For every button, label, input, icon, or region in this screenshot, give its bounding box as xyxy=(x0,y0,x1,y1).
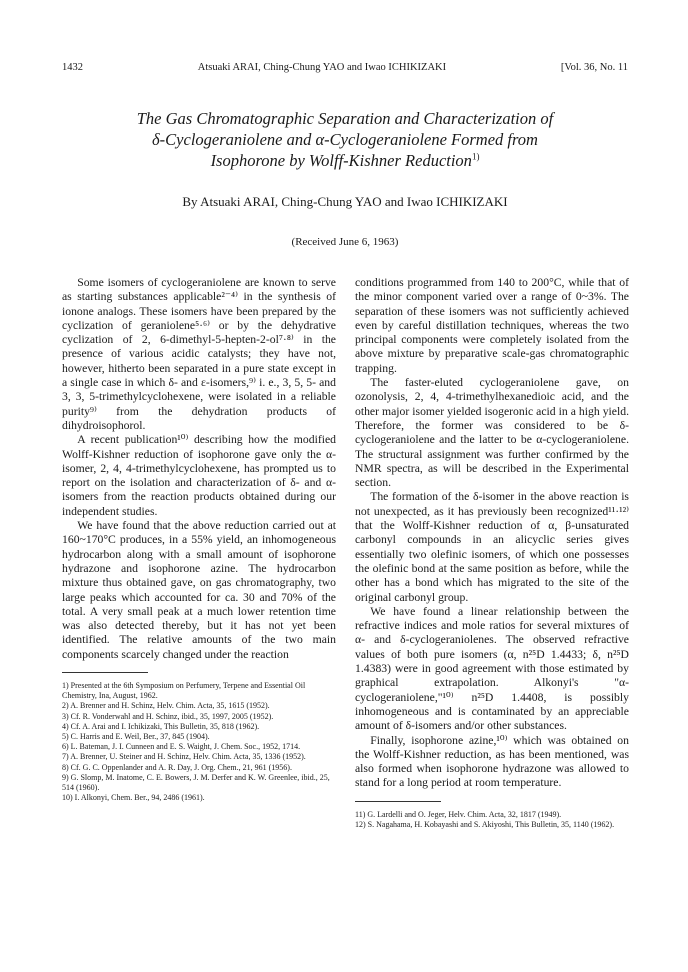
paragraph: We have found a linear relationship between the refractive indices and mole ratios for several mixtures of α- and δ-cyclogeraniolenes. The observed refractive values of both pure isomers (α, n²⁵D 1.4433; δ, n²⁵D 1.4383) were in good agreement with those estimated by graphical extrapolation. Alkonyi's "α-cyclogeraniolene,"¹⁰⁾ n²⁵D 1.4408, is possibly inhomogeneous and is contaminated by an appreciable amount of δ-isomers and/or other substances. xyxy=(355,604,629,733)
footnote: 11) G. Lardelli and O. Jeger, Helv. Chim. Acta, 32, 1817 (1949). xyxy=(355,809,562,819)
paragraph: Finally, isophorone azine,¹⁰⁾ which was obtained on the Wolff-Kishner reduction, as has been mentioned, was also formed when isophorone hydrazone was allowed to stand for a long period at room temperature. xyxy=(355,733,629,790)
footnote: 2) A. Brenner and H. Schinz, Helv. Chim. Acta, 35, 1615 (1952). xyxy=(62,701,270,711)
footnote: 3) Cf. R. Vonderwahl and H. Schinz, ibid., 35, 1997, 2005 (1952). xyxy=(62,711,274,721)
title-footnote-mark: 1) xyxy=(471,151,480,162)
footnote: 1) Presented at the 6th Symposium on Perfumery, Terpene and Essential Oil Chemistry, Ina, August, 1962. xyxy=(62,681,306,701)
paragraph: The formation of the δ-isomer in the above reaction is not unexpected, as it has previously been recognized¹¹·¹²⁾ that the Wolff-Kishner reduction of α, β-unsaturated carbonyl compounds in an alicyclic series gives essentially two olefinic isomers, of which one possesses the olefinic bond at the same position as before, while the other has a bond which has migrated to the site of the original carbonyl group. xyxy=(355,490,629,604)
running-authors: Atsuaki ARAI, Ching-Chung YAO and Iwao ICHIKIZAKI xyxy=(197,62,447,73)
footnote: 4) Cf. A. Arai and I. Ichikizaki, This Bulletin, 35, 818 (1962). xyxy=(62,721,260,731)
footnote: 5) C. Harris and E. Weil, Ber., 37, 845 (1904). xyxy=(62,732,210,742)
paragraph: Some isomers of cyclogeraniolene are known to serve as starting substances applicable²⁻⁴⁾ in the synthesis of ionone analogs. These isomers have been prepared by the cyclization of geraniolene⁵·⁶⁾ or by the dehydrative cyclization of 2, 6-dimethyl-5-hepten-2-ol⁷·⁸⁾ in the presence of various acidic catalysts; they have not, however, hitherto been separated in a pure state except in a single case in which δ- and ε-isomers,⁹⁾ i. e., 3, 5, 5- and 3, 3, 5-trimethylcyclohexene, were isolated in a reliable purity⁹⁾ from the dehydration products of dihydroisophorol. xyxy=(62,276,336,432)
footnote: 8) Cf. G. C. Oppenlander and A. R. Day, J. Org. Chem., 21, 961 (1956). xyxy=(62,762,292,772)
footnote: 10) I. Alkonyi, Chem. Ber., 94, 2486 (1961). xyxy=(62,793,205,803)
footnote: 12) S. Nagahama, H. Kobayashi and S. Akiyoshi, This Bulletin, 35, 1140 (1962). xyxy=(355,819,615,829)
paper-title xyxy=(62,108,628,171)
footnote: 9) G. Slomp, M. Inatome, C. E. Bowers, J. M. Derfer and K. W. Greenlee, ibid., 25, 514 (1960). xyxy=(62,772,330,793)
footnote: 6) L. Bateman, J. I. Cunneen and E. S. Waight, J. Chem. Soc., 1952, 1714. xyxy=(62,742,301,752)
paragraph: conditions programmed from 140 to 200°C, while that of the minor component varied over a range of 0~3%. The separation of these isomers was not sufficiently achieved even by careful distillation techniques, whereas the two principal components were completely isolated from the above mixture by preparative scale-gas chromatographic trapping. xyxy=(355,276,629,375)
title-line-2: δ-Cyclogeraniolene and α-Cyclogeraniolene Formed from xyxy=(152,130,538,149)
page-number: 1432 xyxy=(62,62,83,73)
title-line-1: The Gas Chromatographic Separation and Characterization of xyxy=(136,109,554,128)
right-column xyxy=(355,276,629,830)
footnotes xyxy=(62,681,336,803)
paragraph: We have found that the above reduction carried out at 160~170°C produces, in a 55% yield, an inhomogeneous hydrocarbon along with a small amount of isophorone hydrazone and isophorone azine. The hydrocarbon mixture thus obtained gave, on gas chromatography, two large peaks which accounted for ca. 30 and 70% of the total. A very small peak at a much lower retention time was also detected thereby, but it has not yet been identified. The relative amounts of the two main components scarcely changed under the reaction xyxy=(62,519,336,661)
byline: By Atsuaki ARAI, Ching-Chung YAO and Iwao ICHIKIZAKI xyxy=(182,194,508,209)
left-column xyxy=(62,276,336,803)
footnote: 7) A. Brenner, U. Steiner and H. Schinz, Helv. Chim. Acta, 35, 1336 (1952). xyxy=(62,752,306,762)
running-head xyxy=(62,62,628,73)
paragraph: The faster-eluted cyclogeraniolene gave, on ozonolysis, 2, 4, 4-trimethylhexanedioic acid, and the other major isomer yielded isogeronic acid in a high yield. Therefore, the former was considered to be δ-cyclogeraniolene and the latter to be α-cyclogeraniolene. The structural assignment was further confirmed by the NMR spectra, as will be described in the Experimental section. xyxy=(355,376,629,490)
title-line-3: Isophorone by Wolff-Kishner Reduction$^{1)}$ xyxy=(210,151,480,170)
footnote-divider xyxy=(355,801,441,802)
received-date: (Received June 6, 1963) xyxy=(291,236,399,248)
footnotes xyxy=(355,810,629,830)
paragraph: A recent publication¹⁰⁾ describing how the modified Wolff-Kishner reduction of isophorone gave only the α-isomer, 2, 4, 4-trimethylcyclohexene, has prompted us to report on the isolation and characterization of δ- and α-isomers from the reaction products obtained during our independent studies. xyxy=(62,433,336,518)
footnote-divider xyxy=(62,672,148,673)
volume-info: [Vol. 36, No. 11 xyxy=(560,62,628,73)
